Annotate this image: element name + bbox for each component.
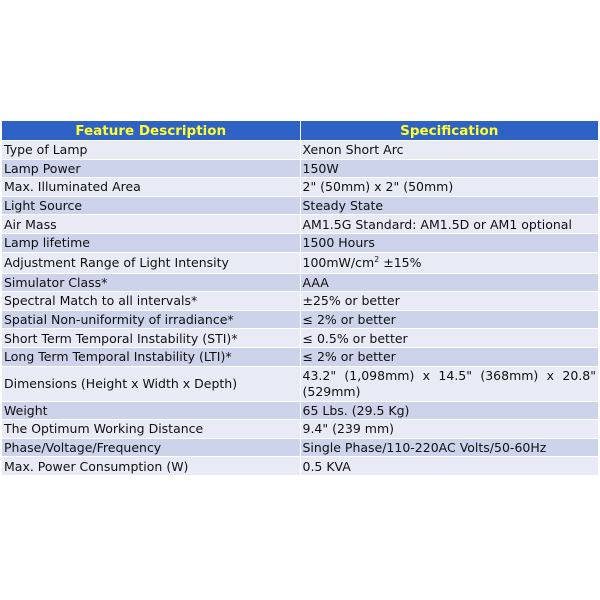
table-row — [2, 196, 598, 215]
table-row — [2, 329, 598, 348]
table-row — [2, 347, 598, 366]
superscript-exponent: 2 — [374, 255, 380, 265]
table-header-row — [2, 121, 598, 141]
table-row — [2, 178, 598, 197]
feature-cell: Spectral Match to all intervals* — [2, 292, 300, 311]
spec-cell: 1500 Hours — [300, 233, 598, 252]
feature-cell: Simulator Class* — [2, 273, 300, 292]
table-row — [2, 310, 598, 329]
spec-cell: Single Phase/110-220AC Volts/50-60Hz — [300, 438, 598, 457]
spec-value: 100mW/cm — [302, 255, 375, 271]
table-row — [2, 233, 598, 252]
feature-cell: Adjustment Range of Light Intensity — [2, 252, 300, 273]
specification-table — [2, 121, 598, 476]
table-row — [2, 292, 598, 311]
feature-cell: Spatial Non-uniformity of irradiance* — [2, 310, 300, 329]
feature-cell: Light Source — [2, 196, 300, 215]
feature-cell: Type of Lamp — [2, 141, 300, 160]
table-row — [2, 141, 598, 160]
table-row — [2, 273, 598, 292]
table-row — [2, 457, 598, 476]
feature-cell: Air Mass — [2, 215, 300, 234]
feature-cell: Max. Illuminated Area — [2, 178, 300, 197]
table-row — [2, 215, 598, 234]
feature-cell: Lamp lifetime — [2, 233, 300, 252]
feature-cell: Short Term Temporal Instability (STI)* — [2, 329, 300, 348]
feature-cell: Dimensions (Height x Width x Depth) — [2, 366, 300, 401]
spec-cell: 0.5 KVA — [300, 457, 598, 476]
spec-cell: ≤ 2% or better — [300, 310, 598, 329]
spec-cell: 2" (50mm) x 2" (50mm) — [300, 178, 598, 197]
table-row — [2, 401, 598, 420]
spec-cell: AAA — [300, 273, 598, 292]
feature-cell: Lamp Power — [2, 159, 300, 178]
spec-cell: Steady State — [300, 196, 598, 215]
header-feature-description: Feature Description — [2, 121, 300, 141]
spec-cell: 65 Lbs. (29.5 Kg) — [300, 401, 598, 420]
spec-cell: Xenon Short Arc — [300, 141, 598, 160]
header-specification: Specification — [300, 121, 598, 141]
feature-cell: Phase/Voltage/Frequency — [2, 438, 300, 457]
spec-cell: 43.2" (1,098mm) x 14.5" (368mm) x 20.8" (529mm) — [300, 366, 598, 401]
table-row — [2, 438, 598, 457]
feature-cell: The Optimum Working Distance — [2, 420, 300, 439]
spec-tolerance: ±15% — [379, 255, 422, 271]
spec-cell: ≤ 0.5% or better — [300, 329, 598, 348]
table-row — [2, 420, 598, 439]
spec-cell: ≤ 2% or better — [300, 347, 598, 366]
table-row — [2, 159, 598, 178]
feature-cell: Long Term Temporal Instability (LTI)* — [2, 347, 300, 366]
spec-cell: ±25% or better — [300, 292, 598, 311]
feature-cell: Max. Power Consumption (W) — [2, 457, 300, 476]
spec-cell: 150W — [300, 159, 598, 178]
spec-cell: AM1.5G Standard: AM1.5D or AM1 optional — [300, 215, 598, 234]
feature-cell: Weight — [2, 401, 300, 420]
table-row — [2, 366, 598, 401]
table-row — [2, 252, 598, 273]
spec-cell: 9.4" (239 mm) — [300, 420, 598, 439]
spec-cell — [300, 252, 598, 273]
